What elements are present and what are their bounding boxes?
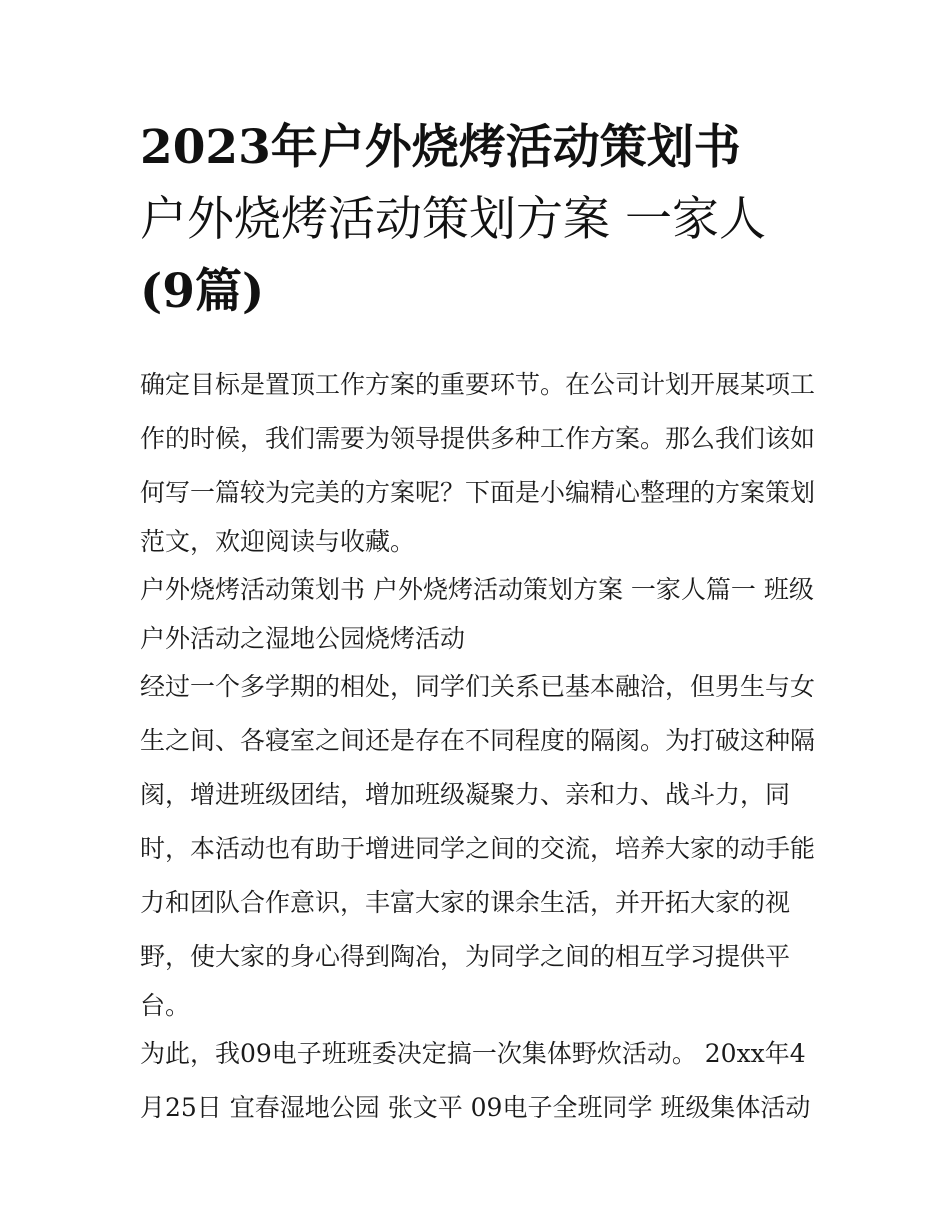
body-paragraph — [140, 660, 820, 1027]
section-heading — [140, 563, 820, 660]
section-heading-line: 户外活动之湿地公园烧烤活动 — [140, 624, 466, 653]
document-title — [140, 112, 830, 328]
body-line: 野，使大家的身心得到陶冶，为同学之间的相互学习提供平 — [140, 942, 791, 971]
body-line: 生之间、各寝室之间还是存在不同程度的隔阂。为打破这种隔 — [140, 726, 816, 755]
intro-line: 确定目标是置顶工作方案的重要环节。在公司计划开展某项工 — [140, 370, 816, 399]
closing-line: 月25日 宜春湿地公园 张文平 09电子全班同学 班级集体活动 — [140, 1093, 811, 1122]
intro-line: 范文，欢迎阅读与收藏。 — [140, 527, 416, 556]
document-body — [140, 358, 820, 1135]
intro-line: 作的时候，我们需要为领导提供多种工作方案。那么我们该如 — [140, 424, 816, 453]
body-line: 台。 — [140, 991, 191, 1020]
body-line: 时，本活动也有助于增进同学之间的交流，培养大家的动手能 — [140, 834, 816, 863]
intro-paragraph — [140, 358, 820, 563]
section-heading-line: 户外烧烤活动策划书 户外烧烤活动策划方案 一家人篇一 班级 — [140, 575, 814, 604]
body-line: 力和团队合作意识，丰富大家的课余生活，并开拓大家的视 — [140, 888, 791, 917]
title-line-1: 2023年户外烧烤活动策划书 — [140, 120, 741, 175]
body-line: 阂，增进班级团结，增加班级凝聚力、亲和力、战斗力，同 — [140, 780, 791, 809]
closing-line: 为此，我09电子班班委决定搞一次集体野炊活动。 20xx年4 — [140, 1039, 806, 1068]
intro-line: 何写一篇较为完美的方案呢？下面是小编精心整理的方案策划 — [140, 478, 816, 507]
title-line-2: 户外烧烤活动策划方案 一家人 — [140, 192, 766, 247]
title-line-3: (9篇) — [140, 264, 265, 319]
body-line: 经过一个多学期的相处，同学们关系已基本融洽，但男生与女 — [140, 672, 816, 701]
closing-paragraph — [140, 1027, 820, 1135]
